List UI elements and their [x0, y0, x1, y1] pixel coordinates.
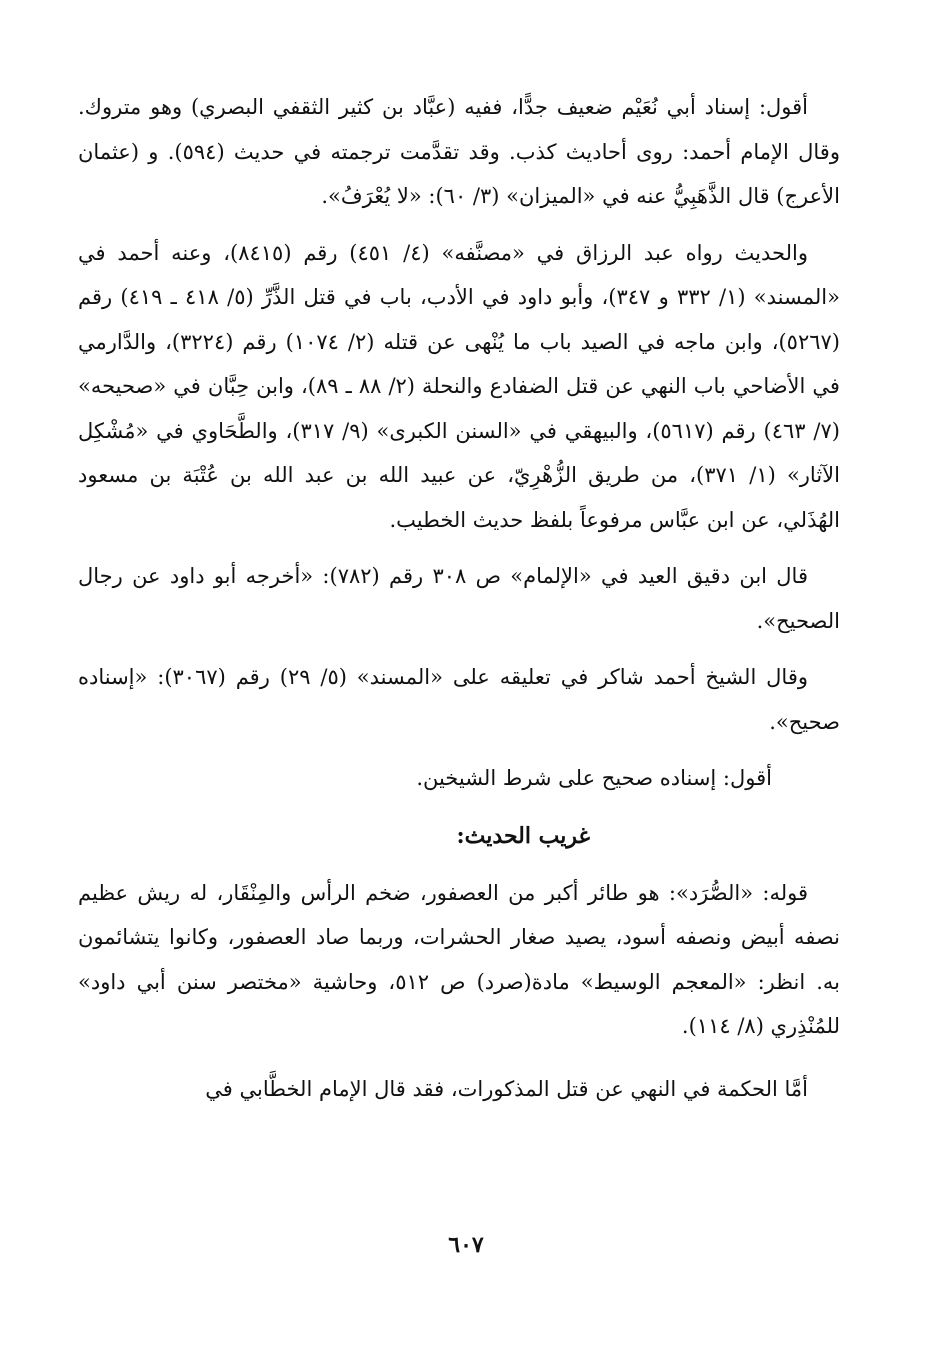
spacer — [78, 744, 840, 756]
spacer — [78, 643, 840, 655]
section-heading-gharib: غريب الحديث: — [456, 822, 590, 849]
spacer — [78, 859, 840, 871]
paragraph-isnad-abu-nuaym: أقول: إسناد أبي نُعَيْم ضعيف جدًّا، ففيه (عبَّاد بن كثير الثقفي البصري) وهو متروك. وقال الإمام أحمد: روى أحاديث كذب. وقد تقدَّمت ترجمته في حديث (٥٩٤). و (عثمان الأعرج) قال الذَّهَبِيُّ عنه في «الميزان» (٣/ ٦٠): «لا يُعْرَفُ». — [78, 95, 840, 208]
paragraph-ahmad-shakir: وقال الشيخ أحمد شاكر في تعليقه على «المسند» (٥/ ٢٩) رقم (٣٠٦٧): «إسناده صحيح». — [78, 665, 840, 734]
page-number: ٦٠٧ — [448, 1232, 484, 1258]
paragraph-ibn-daqiq: قال ابن دقيق العيد في «الإلمام» ص ٣٠٨ رقم (٧٨٢): «أخرجه أبو داود عن رجال الصحيح». — [78, 564, 840, 633]
spacer — [78, 542, 840, 554]
paragraph-surad: قوله: «الصُّرَد»: هو طائر أكبر من العصفور، ضخم الرأس والمِنْقَار، له ريش عظيم نصفه أبيض ونصفه أسود، يصيد صغار الحشرات، وربما صاد العصفور، وكانوا يتشائمون به. انظر: «المعجم الوسيط» مادة(صرد) ص ٥١٢، وحاشية «مختصر سنن أبي داود» للمُنْذِري (٨/ ١١٤). — [78, 880, 840, 1038]
paragraph-hikma: أمَّا الحكمة في النهي عن قتل المذكورات، فقد قال الإمام الخطَّابي في — [205, 1076, 808, 1101]
spacer — [78, 1049, 840, 1067]
paragraph-takhrij: والحديث رواه عبد الرزاق في «مصنَّفه» (٤/ ٤٥١) رقم (٨٤١٥)، وعنه أحمد في «المسند» (١/ ٣٣٢ و ٣٤٧)، وأبو داود في الأدب، باب في قتل الذَّرِّ (٥/ ٤١٨ ـ ٤١٩) رقم (٥٢٦٧)، وابن ماجه في الصيد باب ما يُنْهى عن قتله (٢/ ١٠٧٤) رقم (٣٢٢٤)، والدَّارمي في الأضاحي باب النهي عن قتل الضفادع والنحلة (٢/ ٨٨ ـ ٨٩)، وابن حِبَّان في «صحيحه» (٧/ ٤٦٣) رقم (٥٦١٧)، والبيهقي في «السنن الكبرى» (٩/ ٣١٧)، والطَّحَاوي في «مُشْكِل الآثار» (١/ ٣٧١)، من طريق الزُّهْرِيّ، عن عبيد الله بن عبد الله بن عُتْبَة بن مسعود الهُذَلي، عن ابن عبَّاس مرفوعاً بلفظ حديث الخطيب. — [78, 240, 840, 532]
page-body — [78, 85, 840, 1111]
spacer — [78, 801, 840, 813]
conclusion-line: أقول: إسناده صحيح على شرط الشيخين. — [416, 766, 772, 790]
spacer — [78, 219, 840, 231]
